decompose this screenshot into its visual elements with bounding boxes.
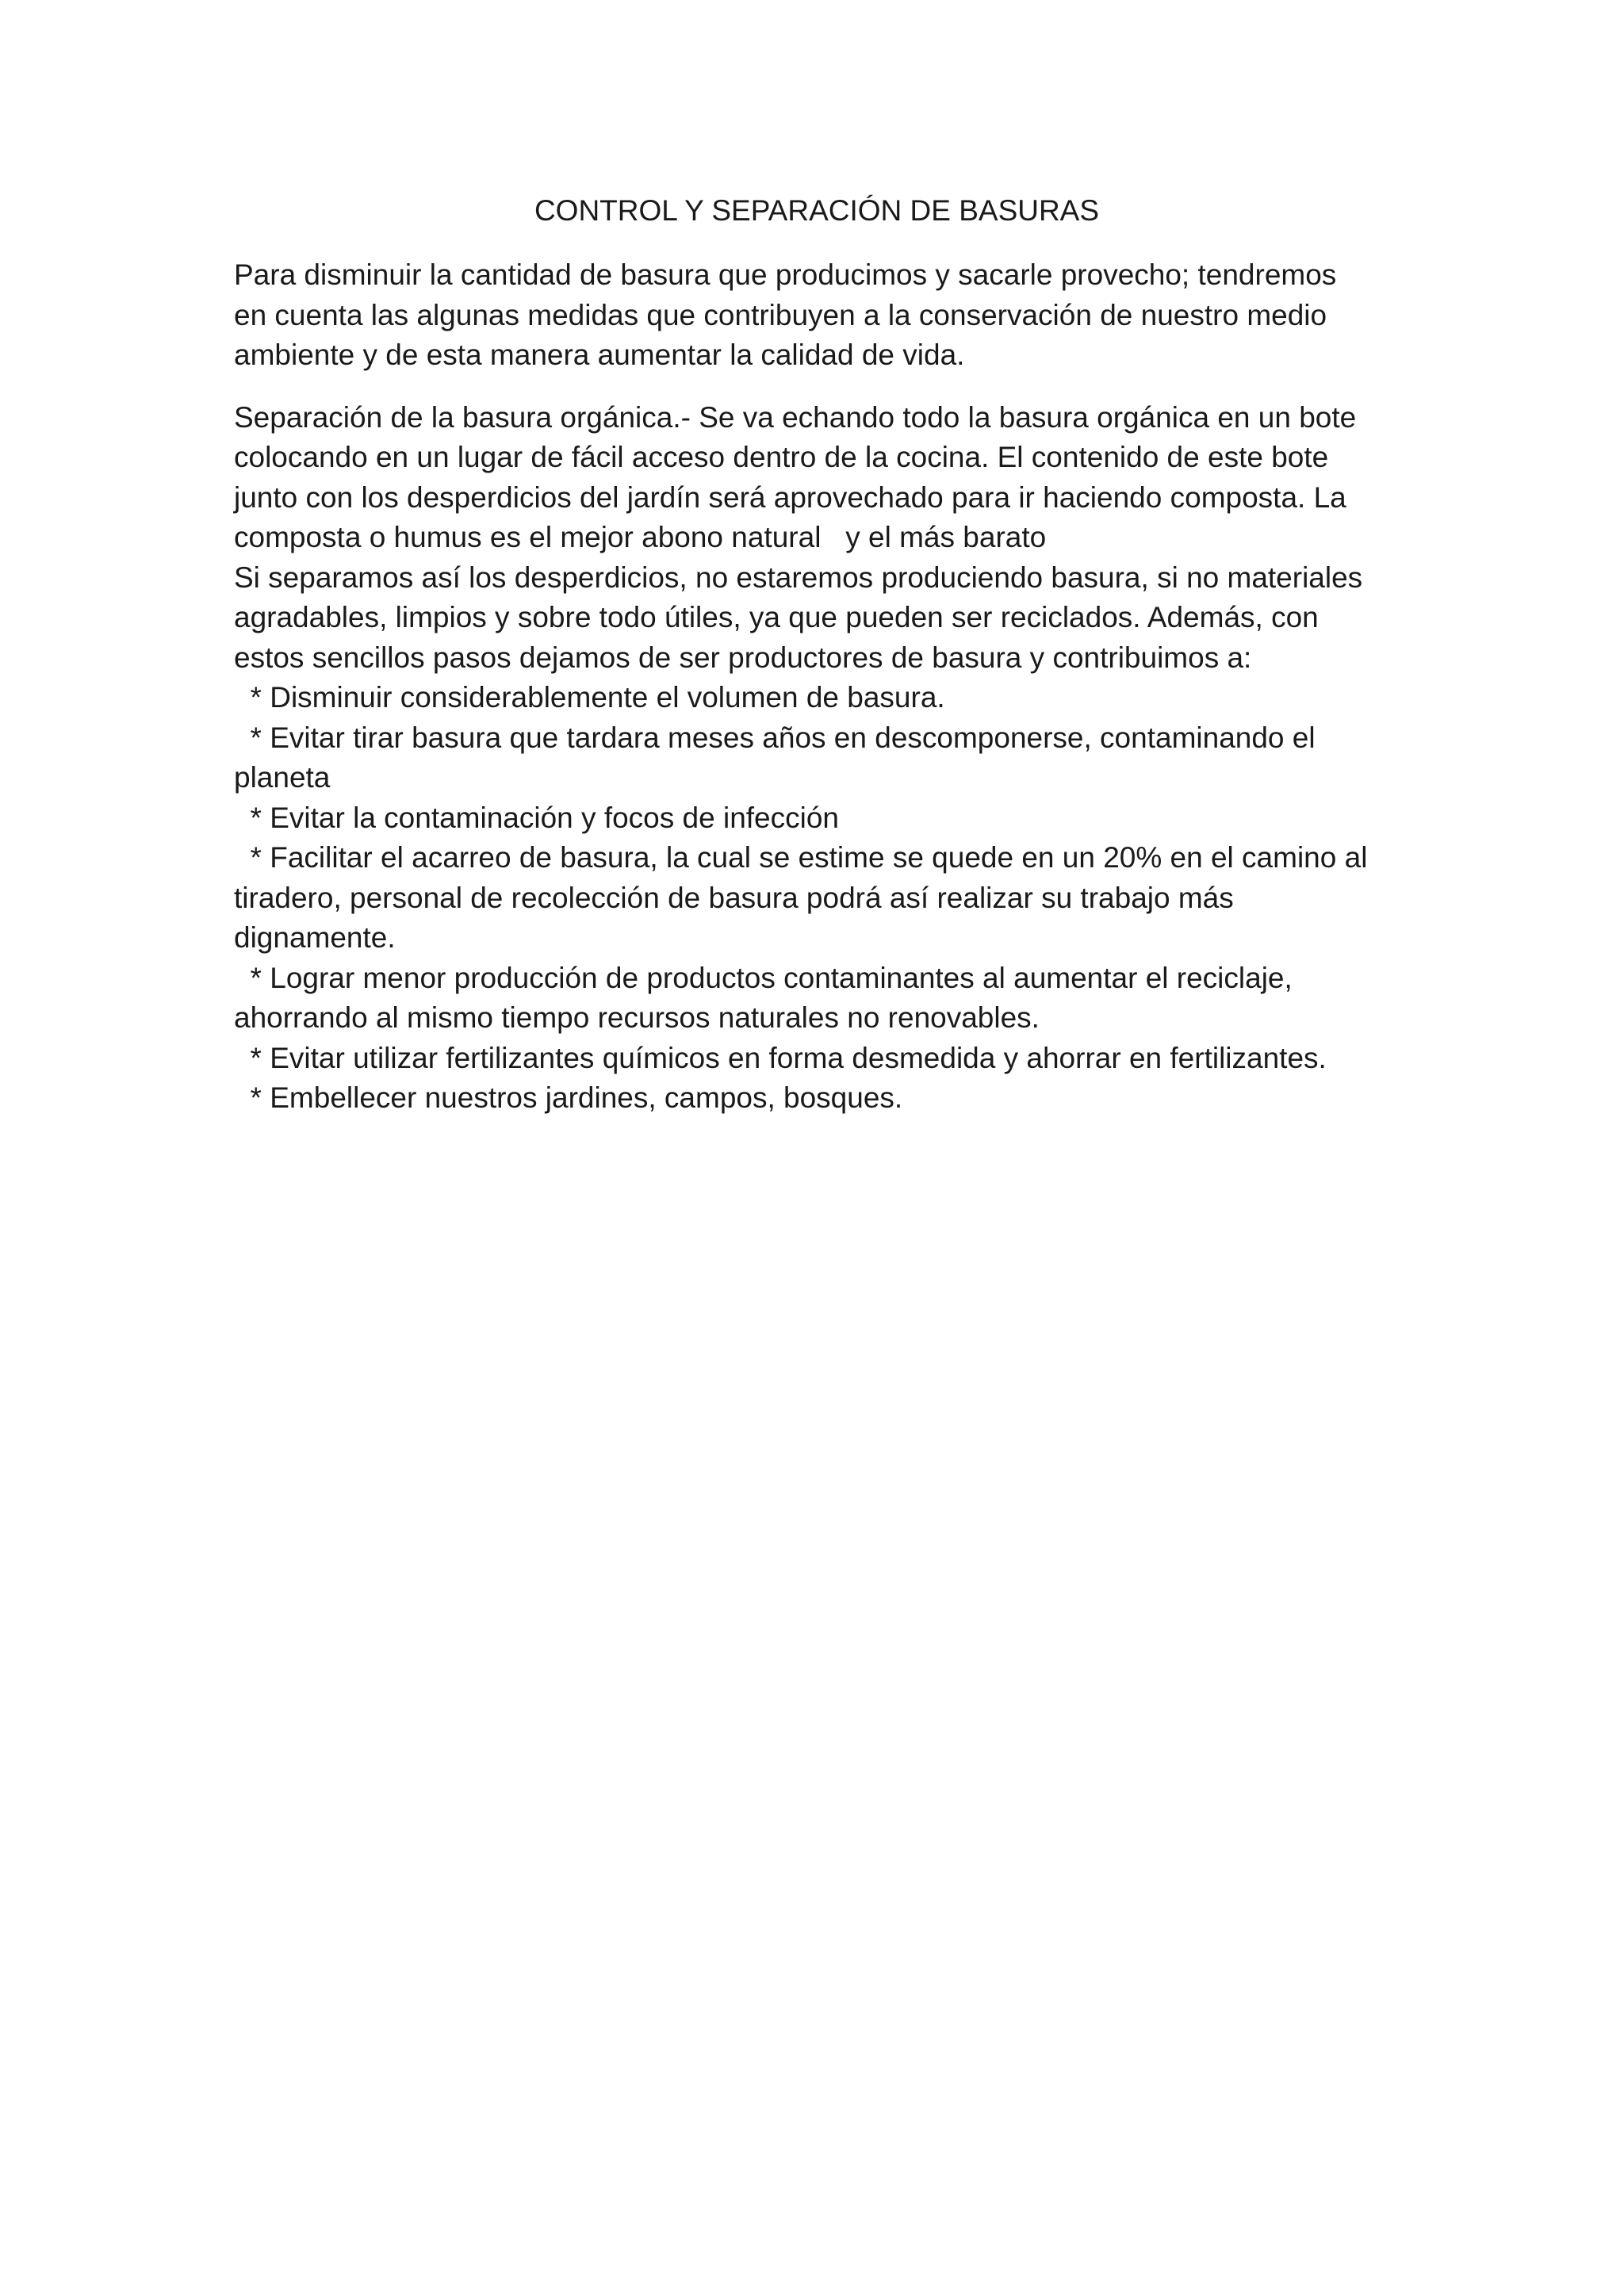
bullet-continuation: ahorrando al mismo tiempo recursos naturales no renovables. (234, 1001, 1040, 1034)
bullet-line: * Evitar tirar basura que tardara meses años en descomponerse, contaminando el (234, 721, 1316, 754)
body-line: agradables, limpios y sobre todo útiles, ya que pueden ser reciclados. Además, con (234, 601, 1319, 633)
body-line: colocando en un lugar de fácil acceso dentro de la cocina. El contenido de este bote (234, 441, 1329, 473)
bullet-line: * Evitar la contaminación y focos de infección (234, 801, 839, 834)
intro-line: ambiente y de esta manera aumentar la calidad de vida. (234, 339, 965, 371)
body-line: junto con los desperdicios del jardín será aprovechado para ir haciendo composta. La (234, 480, 1346, 514)
body-line: estos sencillos pasos dejamos de ser productores de basura y contribuimos a: (234, 641, 1252, 674)
intro-line: en cuenta las algunas medidas que contribuyen a la conservación de nuestro medio (234, 298, 1327, 331)
bullet-continuation: planeta (234, 761, 331, 794)
body-line: Si separamos así los desperdicios, no estaremos produciendo basura, si no materiales (234, 561, 1363, 594)
bullet-line: * Evitar utilizar fertilizantes químicos en forma desmedida y ahorrar en fertilizantes. (234, 1041, 1327, 1074)
body-line: composta o humus es el mejor abono natural y el más barato (234, 521, 1047, 553)
intro-paragraph (234, 255, 1423, 376)
bullet-continuation: dignamente. (234, 921, 396, 954)
bullet-continuation: tiradero, personal de recolección de basura podrá así realizar su trabajo más (234, 881, 1234, 914)
body-line: Separación de la basura orgánica.- Se va echando todo la basura orgánica en un bote (234, 400, 1357, 434)
intro-line: Para disminuir la cantidad de basura que producimos y sacarle provecho; tendremos (234, 258, 1337, 291)
bullet-line: * Embellecer nuestros jardines, campos, bosques. (234, 1081, 903, 1114)
bullet-line: * Disminuir considerablemente el volumen de basura. (234, 681, 945, 714)
bullet-line: * Lograr menor producción de productos contaminantes al aumentar el reciclaje, (234, 961, 1293, 994)
bullet-line: * Facilitar el acarreo de basura, la cual se estime se quede en un 20% en el camino al (234, 841, 1368, 874)
body-paragraph (234, 398, 1423, 1119)
document-content (234, 189, 1423, 1119)
document-title: CONTROL Y SEPARACIÓN DE BASURAS (534, 194, 1100, 227)
